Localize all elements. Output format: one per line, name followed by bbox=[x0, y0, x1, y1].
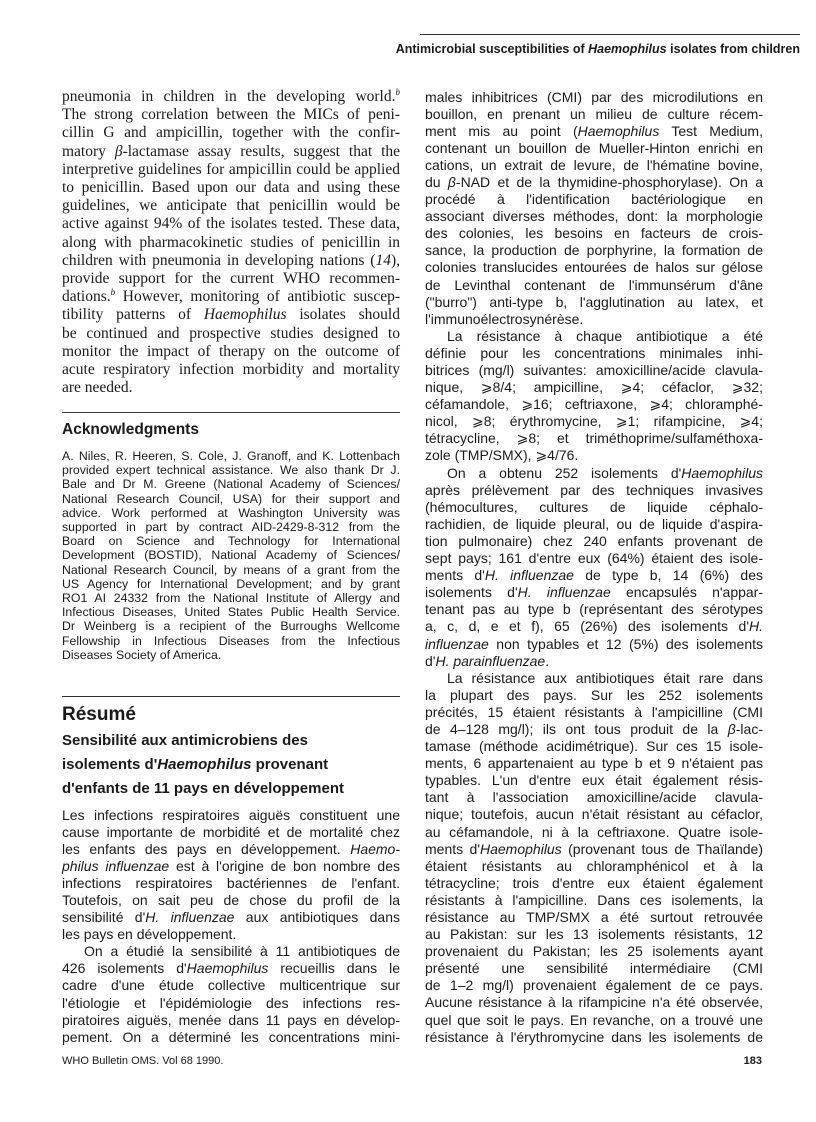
text-line bbox=[62, 106, 400, 124]
line-text: isolements d' bbox=[62, 756, 158, 773]
text-line bbox=[62, 892, 400, 909]
text-line bbox=[425, 977, 763, 994]
line-text: . bbox=[545, 652, 550, 669]
line-text: sept pays; 161 d'entre eux (64%) étaient des isole- bbox=[425, 550, 763, 567]
line-text: la plupart des pays. Sur les 252 isolements bbox=[425, 686, 763, 703]
line-content bbox=[62, 88, 400, 105]
footnote-marker: b bbox=[395, 87, 400, 97]
line-text: However, monitoring of antibiotic suscep- bbox=[115, 288, 400, 306]
text-line bbox=[425, 533, 763, 550]
line-text: pneumonia in children in the developing world. bbox=[62, 88, 396, 105]
text-line bbox=[62, 143, 400, 161]
italic-text: 14 bbox=[375, 251, 391, 269]
text-line bbox=[425, 1012, 763, 1029]
line-text: -lactamase assay results, suggest that the bbox=[122, 142, 401, 160]
line-text: piratoires aiguës, menée dans 11 pays en dévelop- bbox=[62, 1011, 400, 1028]
line-text: Sensibilité aux antimicrobiens des bbox=[62, 732, 308, 749]
line-text: (provenant tous de Thaïlande) bbox=[561, 840, 763, 857]
line-text: de Levinthal contenant de l'immunsérum d'âne bbox=[425, 276, 763, 293]
text-line bbox=[425, 447, 763, 464]
line-text: de type b, 14 (6%) des bbox=[573, 567, 763, 584]
italic-text: β bbox=[727, 720, 736, 737]
line-content bbox=[425, 653, 549, 669]
line-text: des colonies, les besoins en facteurs de crois- bbox=[425, 225, 763, 242]
line-text: Dr Weinberg is a recipient of the Burroughs Wellcome bbox=[62, 619, 400, 634]
text-line bbox=[425, 174, 763, 191]
page-number: 183 bbox=[743, 1055, 762, 1067]
line-text: Test Medium, bbox=[659, 122, 763, 139]
header-rule bbox=[420, 34, 800, 35]
italic-text: H. influenzae bbox=[145, 909, 235, 926]
line-content bbox=[62, 288, 400, 305]
line-text: après prélèvement par des techniques invasives bbox=[425, 481, 763, 498]
text-line bbox=[62, 306, 400, 324]
italic-text: Haemo- bbox=[350, 840, 400, 857]
line-text: males inhibitrices (CMI) par des microdilutions en bbox=[425, 88, 763, 105]
line-text: pement. On a déterminé les concentrations mini- bbox=[62, 1028, 400, 1045]
text-line bbox=[425, 994, 763, 1011]
text-line bbox=[62, 995, 400, 1012]
text-line bbox=[62, 270, 400, 288]
line-content bbox=[425, 636, 763, 652]
line-text: l'immunoélectrosynérèse. bbox=[425, 310, 584, 327]
line-text: Les infections respiratoires aiguës constituent une bbox=[62, 806, 400, 823]
line-text: provided expert technical assistance. We also thank Dr J. bbox=[62, 463, 400, 478]
conclusion-paragraph bbox=[62, 88, 400, 397]
line-text: advice. Work performed at Washington University was bbox=[62, 505, 400, 520]
text-line bbox=[62, 577, 400, 591]
text-line bbox=[425, 430, 763, 447]
text-line bbox=[425, 328, 763, 345]
acknowledgments-rule bbox=[62, 412, 400, 413]
line-text: céfamandole, ⩾16; ceftriaxone, ⩾4; chloramphé- bbox=[425, 396, 763, 413]
line-content bbox=[425, 584, 763, 600]
line-text: infections respiratoires bactériennes de l'enfant. bbox=[62, 874, 400, 891]
text-line bbox=[62, 520, 400, 534]
line-text: La résistance aux antibiotiques était rare dans bbox=[447, 669, 763, 686]
text-line bbox=[425, 396, 763, 413]
resume-rule bbox=[62, 696, 400, 697]
line-text: l'étiologie et l'épidémiologie des infections res- bbox=[62, 994, 400, 1011]
line-text: ments, 6 appartenaient au type b et 9 n'étaient pas bbox=[425, 755, 763, 772]
line-text: recueillis dans le bbox=[268, 960, 401, 977]
line-text: -NAD et de la thymidine-phosphorylase). On a bbox=[455, 173, 763, 190]
line-text: tétracycline; trois d'entre eux étaient également bbox=[425, 874, 763, 891]
line-text: aux antibiotiques dans bbox=[234, 909, 401, 926]
line-content bbox=[62, 756, 328, 773]
line-content bbox=[62, 909, 400, 925]
text-line bbox=[62, 753, 400, 777]
line-text: résistance au TMP/SMX a été surtout retrouvée bbox=[425, 909, 763, 925]
text-line bbox=[425, 789, 763, 806]
text-line bbox=[425, 550, 763, 567]
italic-text: Haemophilus bbox=[577, 122, 660, 139]
line-text: bitrices (mg/l) suivantes: amoxicilline/acide clavula- bbox=[425, 362, 763, 378]
line-text: dations. bbox=[62, 288, 111, 306]
text-line bbox=[425, 106, 763, 123]
line-content bbox=[62, 858, 400, 874]
line-text: isolements d' bbox=[425, 584, 518, 601]
text-line bbox=[425, 1029, 763, 1046]
line-text: provenaient du Pakistan; les 25 isolements ayant bbox=[425, 943, 763, 960]
line-text: Aucune résistance à la rifampicine n'a été observée, bbox=[425, 994, 763, 1011]
line-text: Toutefois, on sait peu de chose du profil de la bbox=[62, 891, 400, 908]
text-line bbox=[62, 619, 400, 633]
line-text: zole (TMP/SMX), ⩾4/76. bbox=[425, 447, 579, 464]
line-text: ), bbox=[390, 251, 400, 269]
line-content bbox=[425, 123, 763, 139]
running-title bbox=[396, 42, 800, 56]
line-text: sance, la production de porphyrine, la formation de bbox=[425, 242, 763, 259]
text-line bbox=[62, 234, 400, 252]
line-text: Diseases Society of America. bbox=[62, 647, 222, 662]
italic-text: Haemophilus bbox=[681, 464, 763, 481]
text-line bbox=[425, 824, 763, 841]
text-line bbox=[425, 926, 763, 943]
text-line bbox=[425, 277, 763, 294]
text-line bbox=[62, 379, 400, 397]
line-text: les pays en développement. bbox=[62, 926, 237, 943]
line-text: isolates should bbox=[286, 306, 400, 324]
text-line bbox=[62, 88, 400, 106]
text-line bbox=[425, 311, 763, 328]
line-text: to penicillin. Based upon our data and using these bbox=[62, 179, 400, 197]
line-text: résistants à l'ampicilline. Dans ces isolements, la bbox=[425, 891, 763, 908]
text-line bbox=[425, 943, 763, 960]
line-text: au céfamandole, ni à la ceftriaxone. Quatre isole- bbox=[425, 823, 763, 840]
text-line bbox=[425, 123, 763, 140]
italic-text: philus influenzae bbox=[62, 857, 170, 874]
text-line bbox=[62, 325, 400, 343]
italic-text: Haemophilus bbox=[203, 306, 287, 324]
text-line bbox=[62, 449, 400, 463]
text-line bbox=[425, 858, 763, 875]
text-line bbox=[425, 140, 763, 157]
text-line bbox=[425, 379, 763, 396]
line-text: 426 isolements d' bbox=[62, 960, 187, 977]
line-text: résistance à l'érythromycine dans les isolements de bbox=[425, 1028, 763, 1045]
text-line bbox=[62, 824, 400, 841]
acknowledgments-heading: Acknowledgments bbox=[62, 421, 199, 438]
italic-text: β bbox=[114, 142, 123, 160]
line-text: encapsulés n'appar- bbox=[610, 584, 764, 601]
line-text: -lac- bbox=[735, 720, 763, 737]
line-text: Bale and Dr M. Greene (National Academy of Sciences/ bbox=[62, 477, 400, 492]
text-line bbox=[62, 161, 400, 179]
text-line bbox=[425, 909, 763, 926]
text-line bbox=[425, 755, 763, 772]
text-line bbox=[62, 563, 400, 577]
text-line bbox=[62, 807, 400, 824]
text-line bbox=[62, 977, 400, 994]
text-line bbox=[62, 858, 400, 875]
line-text: présenté une sensibilité intermédiaire (CMI bbox=[425, 960, 763, 977]
text-line bbox=[425, 362, 763, 379]
line-text: (hémocultures, cultures de liquide céphalo- bbox=[425, 498, 763, 515]
text-line bbox=[425, 191, 763, 208]
text-line bbox=[62, 288, 400, 306]
line-text: tétracycline, ⩾8; et triméthoprime/sulfaméthoxa- bbox=[425, 430, 763, 447]
text-line bbox=[425, 841, 763, 858]
text-line bbox=[62, 943, 400, 960]
resume-body bbox=[62, 807, 400, 1046]
text-line bbox=[62, 634, 400, 648]
text-line bbox=[425, 670, 763, 687]
text-line bbox=[425, 875, 763, 892]
line-text: along with pharmacokinetic studies of penicillin in bbox=[62, 233, 400, 251]
text-line bbox=[425, 208, 763, 225]
line-text: are needed. bbox=[62, 379, 133, 397]
line-text: ("burro") anti-type b, l'agglutination au latex, et bbox=[425, 293, 763, 310]
line-text: cadre d'une étude collective multicentrique sur bbox=[62, 977, 400, 994]
line-text: cillin G and ampicillin, together with the confir- bbox=[62, 124, 400, 142]
line-text: Infectious Diseases, United States Public Health Service. bbox=[62, 605, 400, 620]
line-text: est à l'origine de bon nombre des bbox=[169, 857, 400, 874]
line-text: d'enfants de 11 pays en développement bbox=[62, 780, 344, 797]
italic-text: H. influenzae bbox=[484, 567, 574, 584]
text-line bbox=[62, 548, 400, 562]
line-text: On a obtenu 252 isolements d' bbox=[447, 464, 682, 481]
line-content bbox=[62, 252, 400, 269]
line-content bbox=[62, 143, 400, 160]
line-text: tion pulmonaire) chez 240 enfants provenant de bbox=[425, 532, 763, 549]
line-text: monitor the impact of therapy on the outcome of bbox=[62, 342, 400, 360]
line-text: acute respiratory infection morbidity and mortality bbox=[62, 361, 400, 379]
text-line bbox=[425, 482, 763, 499]
line-text: ments d' bbox=[425, 567, 485, 584]
text-line bbox=[62, 463, 400, 477]
text-line bbox=[62, 841, 400, 858]
text-line bbox=[425, 772, 763, 789]
line-content bbox=[62, 841, 400, 857]
line-text: active against 94% of the isolates tested. These data, bbox=[62, 215, 400, 233]
text-line bbox=[425, 294, 763, 311]
line-text: Fellowship in Infectious Diseases from the Infectious bbox=[62, 633, 400, 648]
line-text: The strong correlation between the MICs of peni- bbox=[62, 106, 400, 124]
line-content bbox=[425, 841, 763, 857]
italic-text: Haemophilus bbox=[186, 960, 269, 977]
italic-text: Haemophilus bbox=[157, 756, 252, 773]
text-line bbox=[425, 157, 763, 174]
text-line bbox=[62, 648, 400, 662]
line-content bbox=[425, 174, 763, 190]
text-line bbox=[62, 1012, 400, 1029]
line-text: On a étudié la sensibilité à 11 antibiotiques de bbox=[84, 943, 400, 960]
line-text: cations, un extrait de levure, de l'hématine bovine, bbox=[425, 156, 763, 173]
line-content bbox=[447, 465, 763, 481]
text-line bbox=[62, 534, 400, 548]
line-text: associant diverses méthodes, dont: la morphologie bbox=[425, 208, 763, 225]
line-text: Board on Science and Technology for International bbox=[62, 534, 400, 549]
line-text: non typables et 12 (5%) des isolements bbox=[488, 635, 763, 652]
text-line bbox=[425, 242, 763, 259]
text-line bbox=[425, 413, 763, 430]
line-text: Development (BOSTID), National Academy of Sciences/ bbox=[62, 548, 400, 563]
text-line bbox=[62, 960, 400, 977]
text-line bbox=[62, 197, 400, 215]
text-line bbox=[62, 124, 400, 142]
line-text: matory bbox=[62, 142, 115, 160]
line-text: interpretive guidelines for ampicillin could be applied bbox=[62, 160, 400, 178]
text-line bbox=[425, 892, 763, 909]
line-content bbox=[62, 960, 400, 976]
line-text: ments d' bbox=[425, 840, 480, 857]
text-line bbox=[425, 653, 763, 670]
line-text: tamase (méthode acidimétrique). Sur ces 15 isole- bbox=[425, 738, 763, 755]
running-title-prefix: Antimicrobial susceptibilities of bbox=[395, 42, 589, 56]
line-text: du bbox=[425, 173, 448, 190]
line-text: tant à l'association amoxicilline/acide clavula- bbox=[425, 789, 763, 806]
text-line bbox=[425, 89, 763, 106]
italic-text: Haemophilus bbox=[480, 840, 562, 857]
running-title-suffix: isolates from children bbox=[666, 42, 800, 56]
line-text: précités, 15 étaient résistants à l'ampicilline (CMI bbox=[425, 703, 763, 720]
line-text: RO1 AI 24332 from the National Institute of Allergy and bbox=[62, 591, 400, 606]
text-line bbox=[425, 465, 763, 482]
line-text: be continued and prospective studies designed to bbox=[62, 324, 400, 342]
line-text: ment mis au point ( bbox=[425, 122, 578, 139]
line-text: au Pakistan: sur les 13 isolements résistants, 12 bbox=[425, 926, 763, 943]
line-text: nicol, ⩾8; érythromycine, ⩾1; rifampicine, ⩾4; bbox=[425, 413, 763, 430]
line-text: guidelines, we anticipate that penicillin would be bbox=[62, 197, 400, 215]
text-line bbox=[62, 252, 400, 270]
text-line bbox=[425, 345, 763, 362]
text-line bbox=[62, 506, 400, 520]
text-line bbox=[425, 225, 763, 242]
line-text: colonies translucides entourées de halos sur gélose bbox=[425, 259, 763, 276]
line-text: tibility patterns of bbox=[62, 306, 204, 324]
text-line bbox=[62, 777, 400, 801]
line-content bbox=[425, 618, 763, 634]
italic-text: β bbox=[447, 173, 456, 190]
text-line bbox=[425, 567, 763, 584]
line-text: US Agency for International Development; and by grant bbox=[62, 576, 400, 591]
line-text: étaient résistants au chloramphénicol et à la bbox=[425, 857, 763, 874]
text-line bbox=[425, 704, 763, 721]
text-line bbox=[425, 601, 763, 618]
line-text: nique; toutefois, aucun n'était résistant au céfaclor, bbox=[425, 806, 763, 823]
text-line bbox=[62, 179, 400, 197]
text-line bbox=[425, 259, 763, 276]
line-text: de 4–128 mg/l); ils ont tous produit de la bbox=[425, 720, 728, 737]
line-text: procédé à l'identification bactériologique en bbox=[425, 191, 763, 208]
line-text: quel que soit le pays. En revanche, on a trouvé une bbox=[425, 1011, 763, 1028]
text-line bbox=[62, 1029, 400, 1046]
italic-text: H. parainfluenzae bbox=[435, 652, 546, 669]
text-line bbox=[62, 343, 400, 361]
line-text: A. Niles, R. Heeren, S. Cole, J. Granoff, and K. Lottenbach bbox=[62, 449, 400, 463]
italic-text: H. influenzae bbox=[517, 584, 611, 601]
line-text: les enfants des pays en développement. bbox=[62, 840, 351, 857]
right-column-text bbox=[425, 89, 763, 1046]
text-line bbox=[425, 584, 763, 601]
acknowledgments-text bbox=[62, 449, 400, 662]
line-text: typables. L'un d'entre eux était également résis- bbox=[425, 772, 763, 789]
line-text: cause importante de morbidité et de mortalité chez bbox=[62, 823, 400, 840]
text-line bbox=[425, 618, 763, 635]
italic-text: influenzae bbox=[425, 635, 489, 652]
text-line bbox=[425, 806, 763, 823]
text-line bbox=[425, 516, 763, 533]
text-line bbox=[425, 499, 763, 516]
text-line bbox=[62, 875, 400, 892]
italic-text: H. bbox=[749, 618, 763, 635]
line-text: d' bbox=[425, 652, 436, 669]
line-text: définie pour les concentrations minimales inhi- bbox=[425, 344, 763, 361]
running-title-italic: Haemophilus bbox=[588, 42, 667, 56]
line-text: National Research Council, USA) for their support and bbox=[62, 491, 400, 506]
line-text: provide support for the current WHO recommen- bbox=[62, 270, 400, 288]
text-line bbox=[425, 687, 763, 704]
text-line bbox=[62, 605, 400, 619]
line-text: tenant pas au type b (représentant des sérotypes bbox=[425, 601, 763, 618]
line-text: provenant bbox=[251, 756, 329, 773]
line-text: La résistance à chaque antibiotique a été bbox=[447, 327, 763, 344]
line-content bbox=[62, 306, 400, 323]
text-line bbox=[425, 721, 763, 738]
text-line bbox=[62, 215, 400, 233]
line-text: supported in part by contract AID-2429-8-312 from the bbox=[62, 520, 400, 535]
text-line bbox=[62, 909, 400, 926]
resume-heading: Résumé bbox=[62, 704, 136, 725]
text-line bbox=[62, 591, 400, 605]
resume-subtitle bbox=[62, 729, 400, 801]
line-text: de 1–2 mg/l) provenaient également de ce pays. bbox=[425, 977, 763, 994]
footnote-marker: b bbox=[110, 287, 116, 298]
journal-citation: WHO Bulletin OMS. Vol 68 1990. bbox=[62, 1055, 224, 1067]
line-text: sensibilité d' bbox=[62, 909, 146, 926]
line-text: children with pneumonia in developing nations ( bbox=[62, 251, 376, 269]
line-text: a, c, d, e et f), 65 (26%) des isolements d' bbox=[425, 618, 749, 635]
text-line bbox=[62, 926, 400, 943]
line-text: bouillon, en prenant un milieu de culture récem- bbox=[425, 105, 763, 122]
text-line bbox=[425, 738, 763, 755]
line-text: National Research Council, by means of a grant from the bbox=[62, 562, 400, 577]
text-line bbox=[62, 729, 400, 753]
text-line bbox=[62, 361, 400, 379]
line-text: contenant un bouillon de Mueller-Hinton enrichi en bbox=[425, 139, 763, 156]
line-content bbox=[425, 567, 763, 583]
line-text: nique, ⩾8/4; ampicilline, ⩾4; céfaclor, ⩾32; bbox=[425, 379, 763, 396]
text-line bbox=[425, 636, 763, 653]
text-line bbox=[62, 492, 400, 506]
line-content bbox=[425, 721, 763, 737]
text-line bbox=[425, 960, 763, 977]
text-line bbox=[62, 477, 400, 491]
line-text: rachidien, de liquide pleural, ou de liquide d'aspira- bbox=[425, 515, 763, 532]
